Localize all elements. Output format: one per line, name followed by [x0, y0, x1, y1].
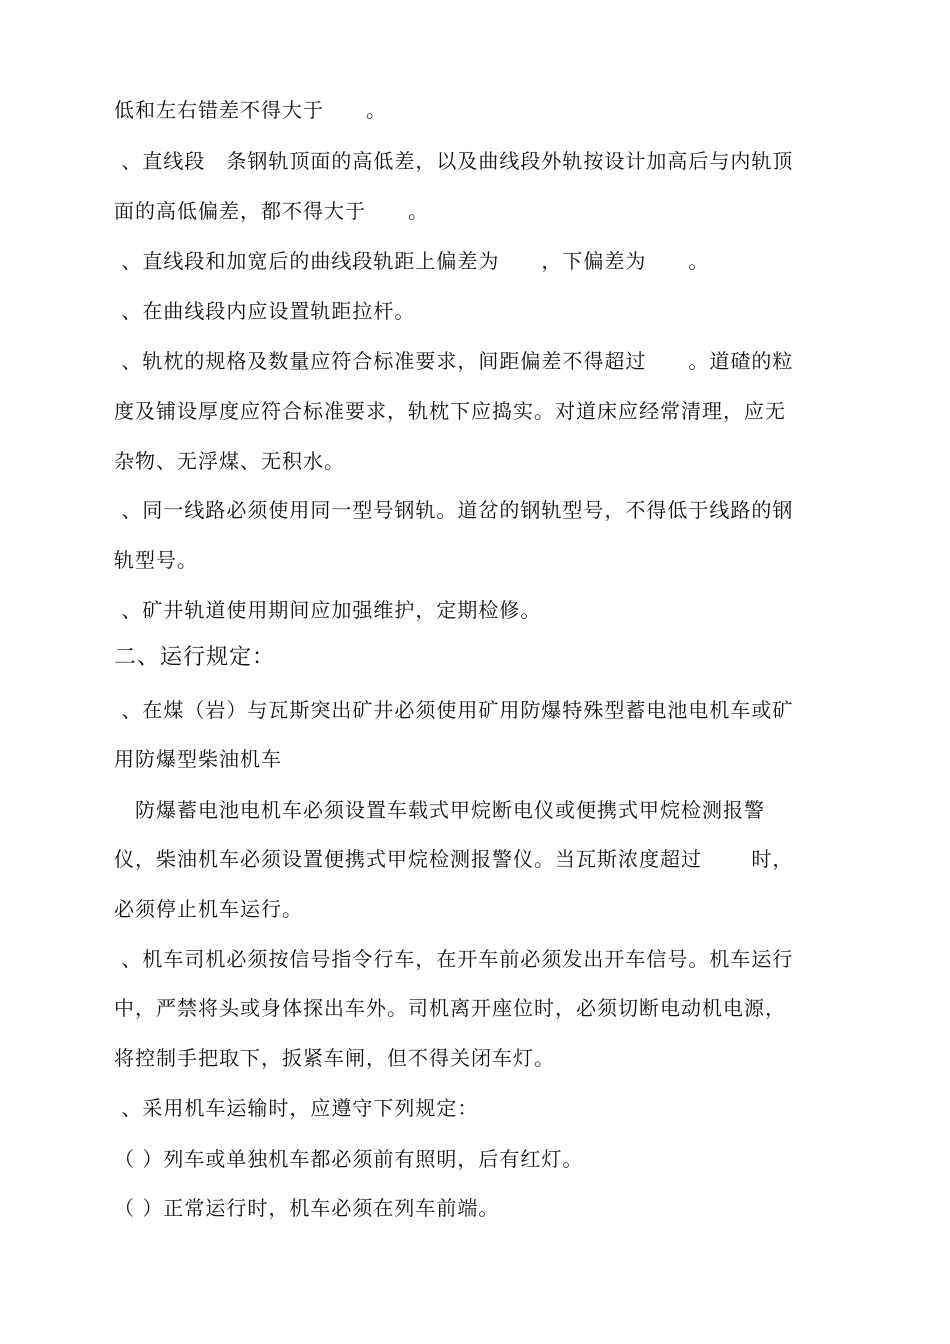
list-item: （ ）列车或单独机车都必须前有照明，后有红灯。	[114, 1147, 584, 1171]
text-line: 将控制手把取下，扳紧车闸，但不得关闭车灯。	[114, 1046, 555, 1070]
text-line: 杂物、无浮煤、无积水。	[114, 449, 345, 473]
text-line: 、轨枕的规格及数量应符合标准要求，间距偏差不得超过 。道碴的粒	[114, 349, 794, 373]
list-item: （ ）正常运行时，机车必须在列车前端。	[114, 1196, 500, 1220]
section-heading: 二、运行规定：	[114, 645, 276, 670]
text-line: 轨型号。	[114, 548, 198, 572]
text-line: 低和左右错差不得大于 。	[114, 98, 387, 122]
text-line: 仪，柴油机车必须设置便携式甲烷检测报警仪。当瓦斯浓度超过 时，	[114, 847, 794, 871]
text-line: 、在曲线段内应设置轨距拉杆。	[114, 299, 416, 323]
text-line: 、在煤（岩）与瓦斯突出矿井必须使用矿用防爆特殊型蓄电池电机车或矿	[114, 698, 794, 722]
text-line: 防爆蓄电池电机车必须设置车载式甲烷断电仪或便携式甲烷检测报警	[114, 798, 765, 822]
text-line: 、机车司机必须按信号指令行车，在开车前必须发出开车信号。机车运行	[114, 947, 794, 971]
text-line: 必须停止机车运行。	[114, 897, 303, 921]
text-line: 中，严禁将头或身体探出车外。司机离开座位时，必须切断电动机电源，	[114, 996, 786, 1020]
text-line: 、直线段和加宽后的曲线段轨距上偏差为 ，下偏差为 。	[114, 249, 710, 273]
text-line: 用防爆型柴油机车	[114, 747, 282, 771]
text-line: 面的高低偏差，都不得大于 。	[114, 199, 429, 223]
text-line: 、矿井轨道使用期间应加强维护，定期检修。	[114, 598, 542, 622]
text-line: 、同一线路必须使用同一型号钢轨。道岔的钢轨型号，不得低于线路的钢	[114, 498, 794, 522]
text-line: 、采用机车运输时，应遵守下列规定：	[114, 1096, 479, 1120]
text-line: 、直线段 条钢轨顶面的高低差，以及曲线段外轨按设计加高后与内轨顶	[114, 149, 794, 173]
text-line: 度及铺设厚度应符合标准要求，轨枕下应捣实。对道床应经常清理，应无	[114, 399, 786, 423]
